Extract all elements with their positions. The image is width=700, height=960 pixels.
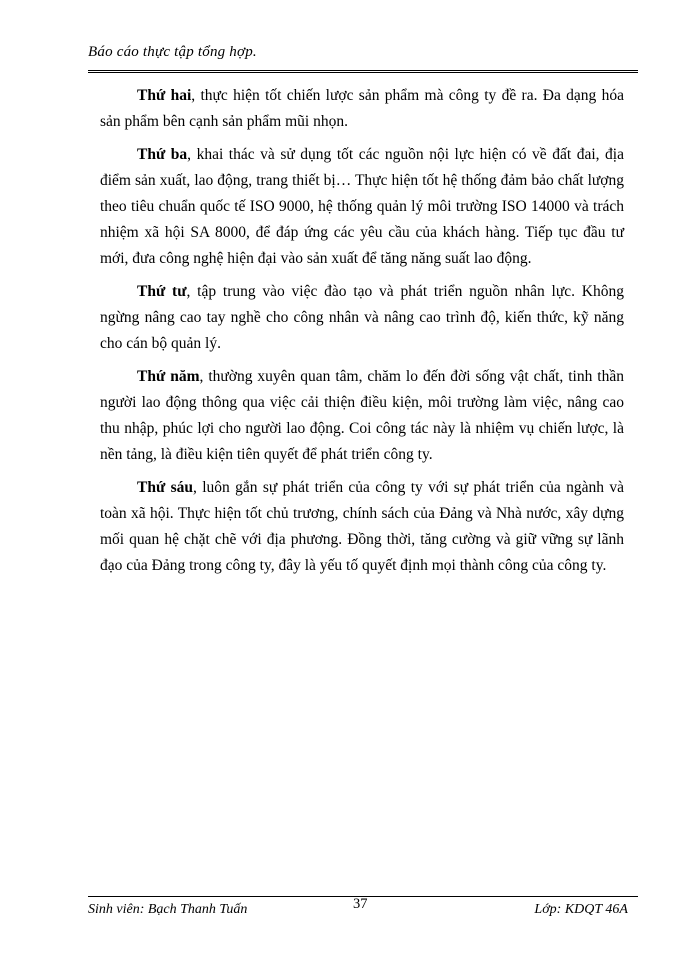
paragraph-text: , luôn gắn sự phát triển của công ty với sự phát triển của ngành và toàn xã hội. Thực hiện tốt chủ trương, chính sách của Đảng và Nhà nước, xây dựng mối quan hệ chặt chẽ với địa phương. Đồng thời, tăng cường và giữ vững sự lãnh đạo của Đảng trong công ty, đây là yếu tố quyết định mọi thành công của công ty. — [100, 479, 624, 574]
paragraph-text: , khai thác và sử dụng tốt các nguồn nội lực hiện có về đất đai, địa điểm sản xuất, lao động, trang thiết bị… Thực hiện tốt hệ thống đảm bảo chất lượng theo tiêu chuẩn quốc tế ISO 9000, hệ thống quản lý môi trường ISO 14000 và trách nhiệm xã hội SA 8000, để đáp ứng các yêu cầu của khách hàng. Tiếp tục đầu tư mới, đưa công nghệ hiện đại vào sản xuất để tăng năng suất lao động. — [100, 146, 624, 267]
paragraph-thu-nam — [100, 364, 624, 468]
paragraph-lead: Thứ hai — [137, 87, 192, 104]
paragraph-text: , thực hiện tốt chiến lược sản phẩm mà công ty đề ra. Đa dạng hóa sản phẩm bên cạnh sản phẩm mũi nhọn. — [100, 87, 624, 130]
paragraph-lead: Thứ tư — [137, 283, 187, 300]
paragraph-lead: Thứ năm — [137, 368, 200, 385]
report-header-title: Báo cáo thực tập tổng hợp. — [88, 44, 257, 60]
paragraph-thu-hai — [100, 83, 624, 135]
page-number: 37 — [353, 896, 368, 912]
page-frame — [88, 36, 638, 926]
paragraph-thu-ba — [100, 142, 624, 272]
paragraph-text: , tập trung vào việc đào tạo và phát triển nguồn nhân lực. Không ngừng nâng cao tay nghề cho công nhân và nâng cao trình độ, kiến thức, kỹ năng cho cán bộ quản lý. — [100, 283, 624, 352]
document-body — [100, 83, 624, 586]
header-double-rule — [88, 70, 638, 73]
paragraph-lead: Thứ sáu — [137, 479, 194, 496]
footer-class-label: Lớp: KDQT 46A — [534, 902, 628, 917]
footer-student-name: Sinh viên: Bạch Thanh Tuấn — [88, 902, 248, 917]
paragraph-thu-sau — [100, 475, 624, 579]
paragraph-text: , thường xuyên quan tâm, chăm lo đến đời sống vật chất, tinh thần người lao động thông qua việc cải thiện điều kiện, môi trường làm việc, nâng cao thu nhập, phúc lợi cho người lao động. Coi công tác này là nhiệm vụ chiến lược, là nền tảng, là điều kiện tiên quyết để phát triển công ty. — [100, 368, 624, 463]
paragraph-lead: Thứ ba — [137, 146, 188, 163]
paragraph-thu-tu — [100, 279, 624, 357]
